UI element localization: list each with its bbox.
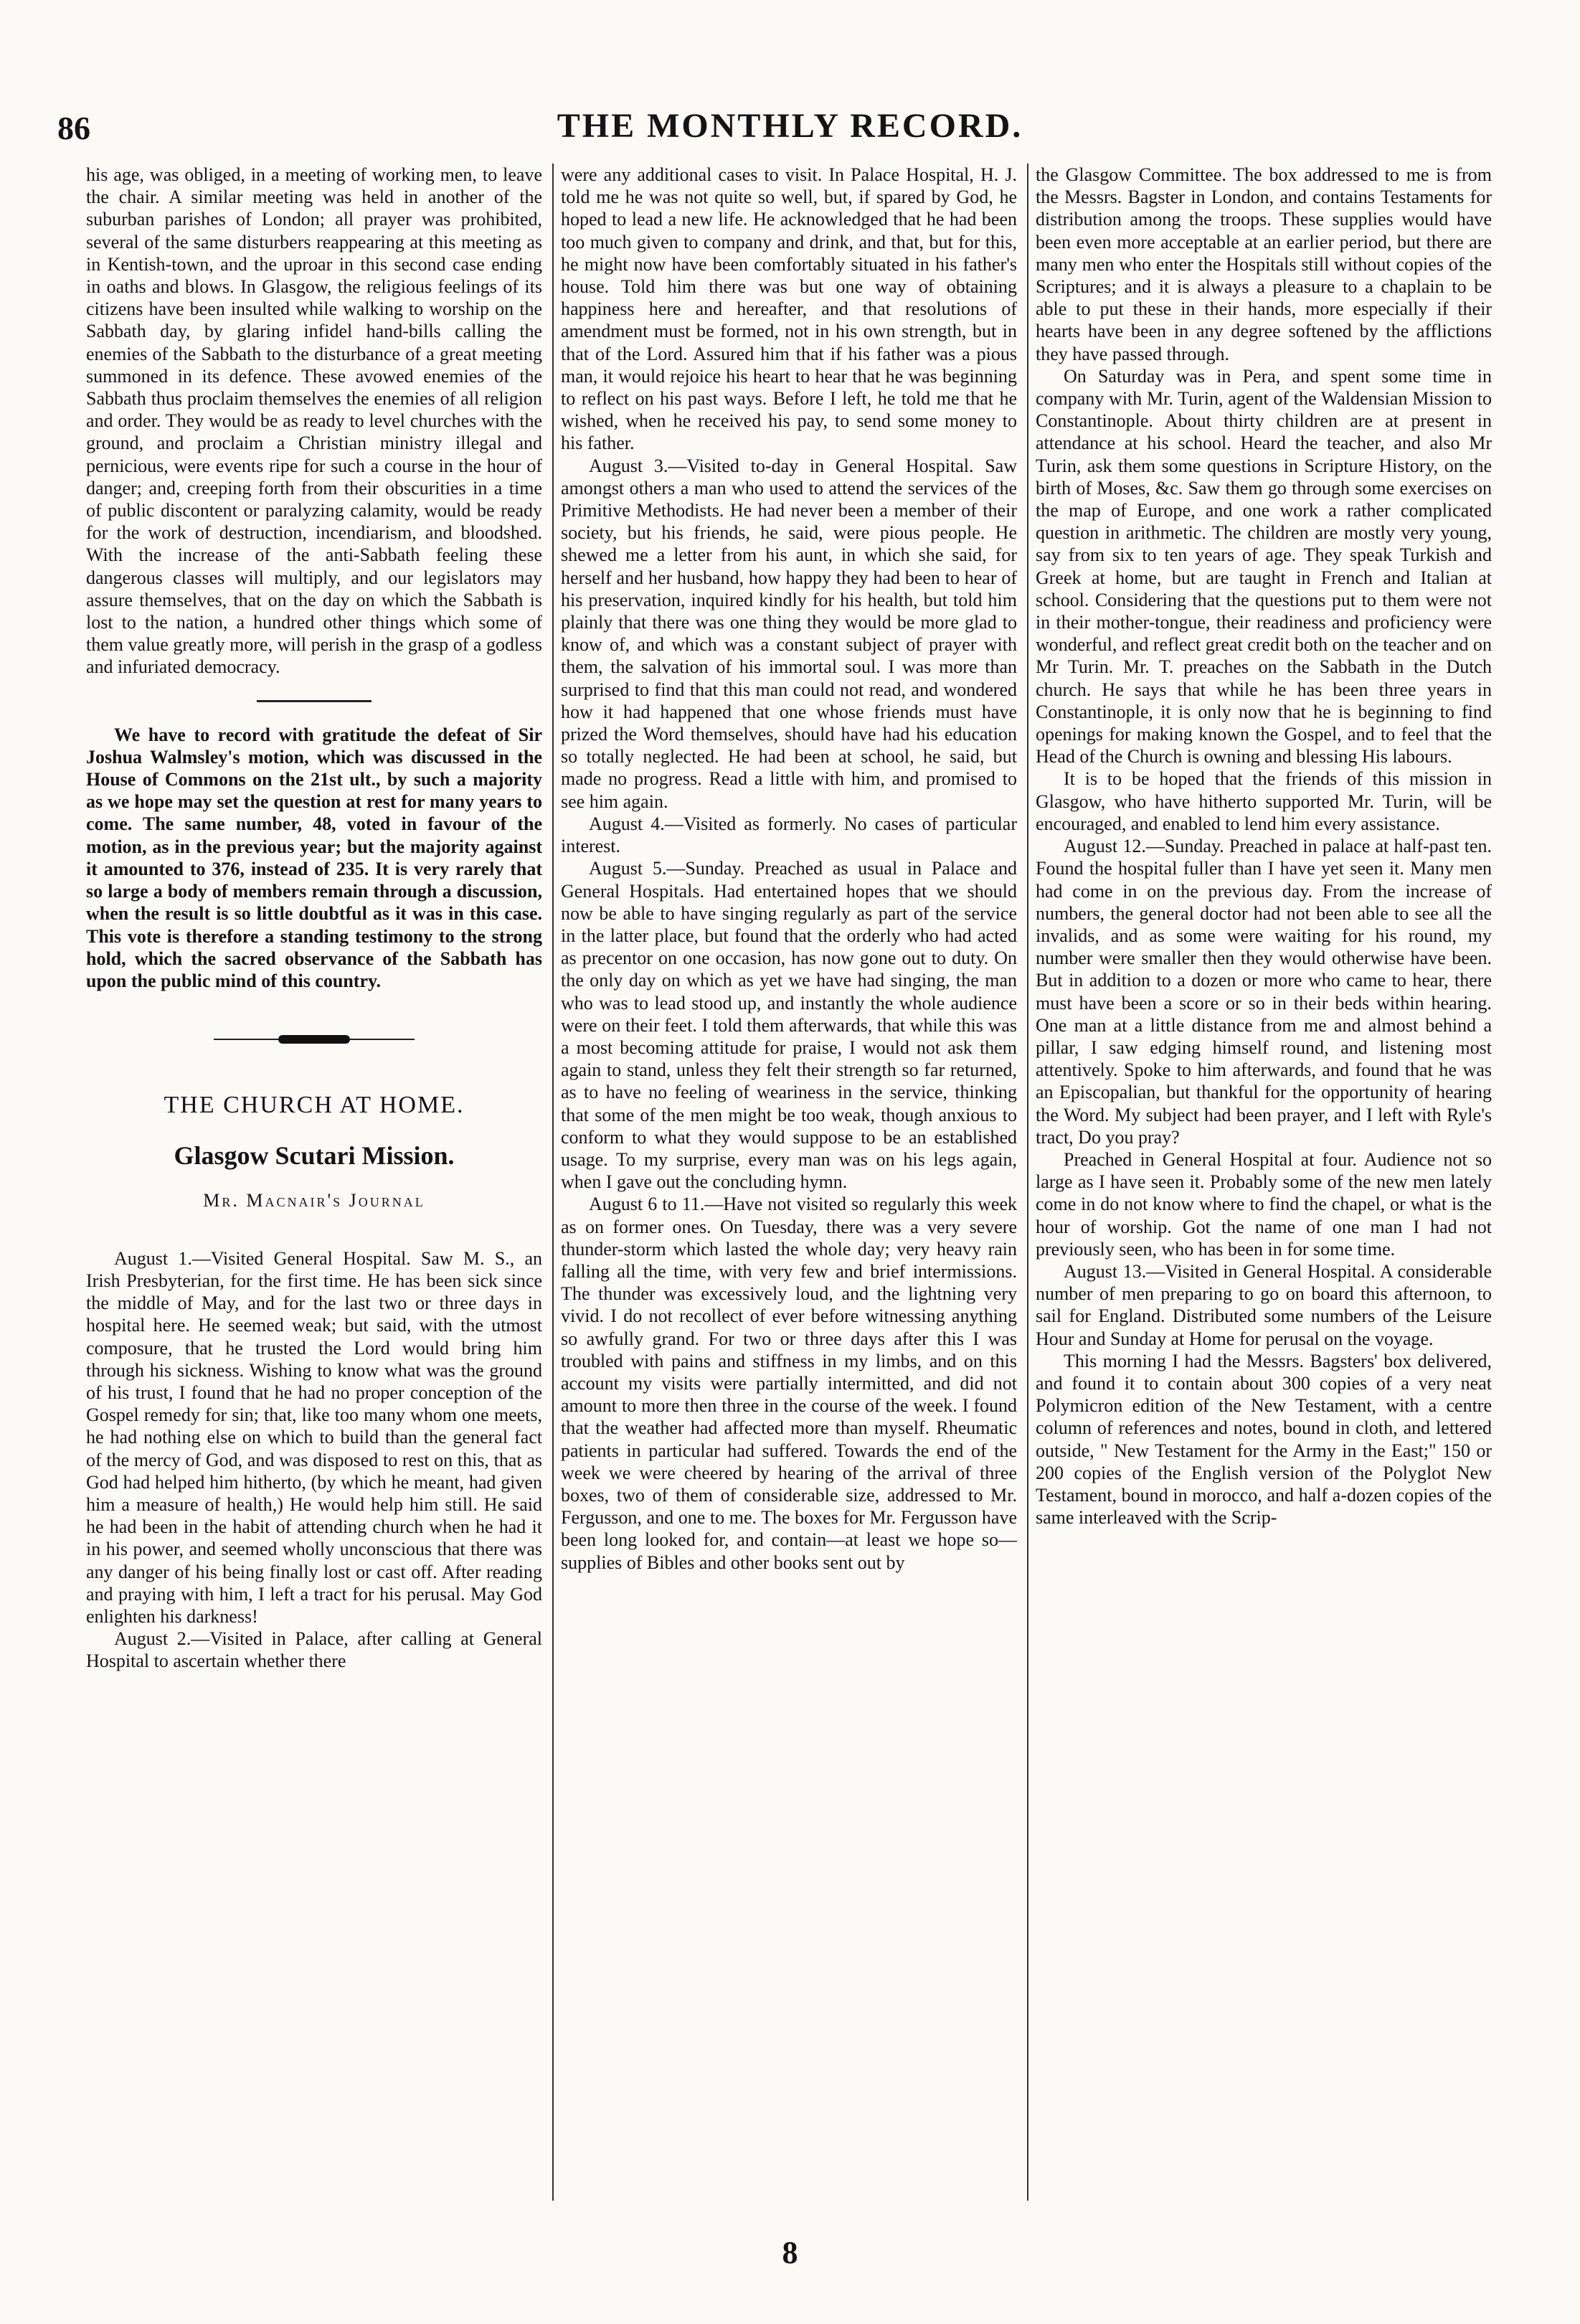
journal-byline: Mr. Macnair's Journal	[203, 1189, 425, 1211]
text-columns	[86, 164, 1492, 2201]
paragraph: Preached in General Hospital at four. Audience not so large as I have seen it. Probably some of the new men lately come in do not know where to find the chapel, or what is the hour of worship. Got the name of one man I had not previously seen, who has been in for some time.	[1036, 1148, 1492, 1260]
ornamental-divider	[214, 1035, 415, 1044]
signature-mark: 8	[782, 2235, 798, 2270]
paragraph: August 2.—Visited in Palace, after calling at General Hospital to ascertain whether there	[86, 1628, 542, 1672]
divider-rule	[257, 700, 372, 702]
paragraph: his age, was obliged, in a meeting of working men, to leave the chair. A similar meeting was held in another of the suburban parishes of London; all prayer was prohibited, several of the same disturbers reappearing at this meeting as in Kentish-town, and the uproar in this second case ending in oaths and blows. In Glasgow, the religious feelings of its citizens have been insulted while walking to worship on the Sabbath day, by glaring infidel hand-bills calling the enemies of the Sabbath to the disturbance of a great meeting summoned in its defence. These avowed enemies of the Sabbath thus proclaim themselves the enemies of all religion and order. They would be as ready to level churches with the ground, and proclaim a Christian ministry illegal and pernicious, were events ripe for such a course in the hour of danger; and, creeping forth from their obscurities in a time of public discontent or paralyzing calamity, would be ready for the work of destruction, incendiarism, and bloodshed. With the increase of the anti-Sabbath feeling these dangerous classes will multiply, and our legislators may assure themselves, that on the day on which the Sabbath is lost to the nation, a hundred other things which some of them value greatly more, will perish in the grasp of a godless and infuriated democracy.	[86, 164, 542, 678]
paragraph: We have to record with gratitude the defeat of Sir Joshua Walmsley's motion, which was discussed in the House of Commons on the 21st ult., by such a majority as we hope may set the question at rest for many years to come. The same number, 48, voted in favour of the motion, as in the previous year; but the majority against it amounted to 376, instead of 235. It is very rarely that so large a body of members remain through a discussion, when the result is so little doubtful as it was in this case. This vote is therefore a standing testimony to the strong hold, which the sacred observance of the Sabbath has upon the public mind of this country.	[86, 724, 542, 991]
paragraph: were any additional cases to visit. In Palace Hospital, H. J. told me he was not quite so well, but, if spared by God, he hoped to lead a new life. He acknowledged that he had been too much given to company and drink, and that, but for this, he might now have been comfortably situated in his father's house. Told him there was but one way of obtaining happiness here and hereafter, and that resolutions of amendment must be formed, not in his own strength, but in that of the Lord. Assured him that if his father was a pious man, it would rejoice his heart to hear that he was beginning to reflect on his past ways. Before I left, he told me that he wished, when he received his pay, to send some money to his father.	[561, 164, 1017, 454]
paragraph: August 5.—Sunday. Preached as usual in Palace and General Hospitals. Had entertained hopes that we should now be able to have singing regularly as part of the service in the latter place, but found that the orderly who had acted as precentor on one occasion, has now gone out to duty. On the only day on which as yet we have had singing, the man who was to lead stood up, and instantly the whole audience were on their feet. I told them afterwards, that while this was a most becoming attitude for praise, I would not ask them again to stand, unless they felt their strength so far returned, as to have no feeling of weariness in the service, thinking that some of the men might be too weak, though anxious to conform to what they would suppose to be an established usage. To my surprise, every man was on his legs again, when I gave out the concluding hymn.	[561, 858, 1017, 1193]
paragraph: August 3.—Visited to-day in General Hospital. Saw amongst others a man who used to attend the services of the Primitive Methodists. He had never been a member of their society, but his friends, he said, were pious people. He shewed me a letter from his aunt, in which she said, for herself and her husband, how happy they had been to hear of his preservation, inquired kindly for his health, but told him plainly that there was one thing they would be more glad to know of, and which was a constant subject of prayer with them, the salvation of his immortal soul. I was more than surprised to find that this man could not read, and wondered how it had happened that one whose friends must have prized the Word themselves, should have had his education so totally neglected. He had been at school, he said, but made no progress. Read a little with him, and promised to see him again.	[561, 455, 1017, 812]
paragraph: August 12.—Sunday. Preached in palace at half-past ten. Found the hospital fuller than I have yet seen it. Many men had come in on the previous day. From the increase of numbers, the general doctor had not been able to see all the invalids, and as some were waiting for his round, my number were smaller then they would otherwise have been. But in addition to a dozen or more who came to hear, there must have been a score or so in their beds within hearing. One man at a little distance from me and almost behind a pillar, I saw edging himself round, and listening most attentively. Spoke to him afterwards, and found that he was an Episcopalian, but thankful for the opportunity of hearing the Word. My subject had been prayer, and I left with Ryle's tract, Do you pray?	[1036, 836, 1492, 1148]
column-3	[1027, 164, 1492, 2201]
paragraph: It is to be hoped that the friends of this mission in Glasgow, who have hitherto supported Mr. Turin, will be encouraged, and enabled to lend him every assistance.	[1036, 768, 1492, 834]
paragraph: On Saturday was in Pera, and spent some time in company with Mr. Turin, agent of the Waldensian Mission to Constantinople. About thirty children are at present in attendance at his school. Heard the teacher, and also Mr Turin, ask them some questions in Scripture History, on the birth of Moses, &c. Saw them go through some exercises on the map of Europe, and one work a rather complicated question in arithmetic. The children are mostly very young, say from six to ten years of age. They speak Turkish and Greek at home, but are taught in French and Italian at school. Considering that the questions put to them were not in their mother-tongue, their readiness and proficiency were wonderful, and reflect great credit both on the teacher and on Mr Turin. Mr. T. preaches on the Sabbath in the Dutch church. He says that while he has been three years in Constantinople, it is only now that he is beginning to find openings for making known the Gospel, and to feel that the Head of the Church is owning and blessing His labours.	[1036, 365, 1492, 767]
page-number: 86	[57, 110, 90, 146]
paragraph: August 1.—Visited General Hospital. Saw M. S., an Irish Presbyterian, for the first time. He has been sick since the middle of May, and for the last two or three days in hospital here. He seemed weak; but said, with the utmost composure, that he trusted the Lord would bring him through his sickness. Wishing to know what was the ground of his trust, I found that he had no proper conception of the Gospel remedy for sin; that, like too many whom one meets, he had nothing else on which to build than the general fact of the mercy of God, and was disposed to rest on this, that as God had helped him hitherto, (by which he meant, had given him a measure of health,) He would help him still. He said he had been in the habit of attending church when he had it in his power, and seemed wholly unconscious that there was any danger of his being finally lost or cast off. After reading and praying with him, I left a tract for his perusal. May God enlighten his darkness!	[86, 1247, 542, 1627]
paragraph: This morning I had the Messrs. Bagsters' box delivered, and found it to contain about 300 copies of a very neat Polymicron edition of the New Testament, with a centre column of references and notes, bound in cloth, and lettered outside, " New Testament for the Army in the East;" 150 or 200 copies of the English version of the Polyglot New Testament, bound in morocco, and half a-dozen copies of the same interleaved with the Scrip-	[1036, 1350, 1492, 1529]
subsection-heading: Glasgow Scutari Mission.	[174, 1141, 455, 1171]
page-header	[57, 100, 1523, 151]
column-2	[552, 164, 1017, 2201]
section-heading: THE CHURCH AT HOME.	[164, 1092, 465, 1119]
running-title: THE MONTHLY RECORD.	[557, 107, 1023, 145]
paragraph: the Glasgow Committee. The box addressed to me is from the Messrs. Bagster in London, and contains Testaments for distribution among the troops. These supplies would have been even more acceptable at an earlier period, but there are many men who enter the Hospitals still without copies of the Scriptures; and it is always a pleasure to a chaplain to be able to put these in their hands, more especially if their hearts have been in any degree softened by the afflictions they have passed through.	[1036, 164, 1492, 364]
paragraph: August 13.—Visited in General Hospital. A considerable number of men preparing to go on board this afternoon, to sail for England. Distributed some numbers of the Leisure Hour and Sunday at Home for perusal on the voyage.	[1036, 1260, 1492, 1349]
column-1	[86, 164, 542, 2201]
paragraph: August 6 to 11.—Have not visited so regularly this week as on former ones. On Tuesday, there was a very severe thunder-storm which lasted the whole day; very heavy rain falling all the time, with very few and brief intermissions. The thunder was excessively loud, and the lightning very vivid. I do not recollect of ever before witnessing anything so awfully grand. For two or three days after this I was troubled with pains and stiffness in my limbs, and on this account my visits were partially intermitted, and did not amount to more then three in the course of the week. I found that the weather had affected more than myself. Rheumatic patients in particular had suffered. Towards the end of the week we were cheered by hearing of the arrival of three boxes, two of them of considerable size, addressed to Mr. Fergusson, and one to me. The boxes for Mr. Fergusson have been long looked for, and contain—at least we hope so—supplies of Bibles and other books sent out by	[561, 1194, 1017, 1573]
paragraph: August 4.—Visited as formerly. No cases of particular interest.	[561, 813, 1017, 857]
